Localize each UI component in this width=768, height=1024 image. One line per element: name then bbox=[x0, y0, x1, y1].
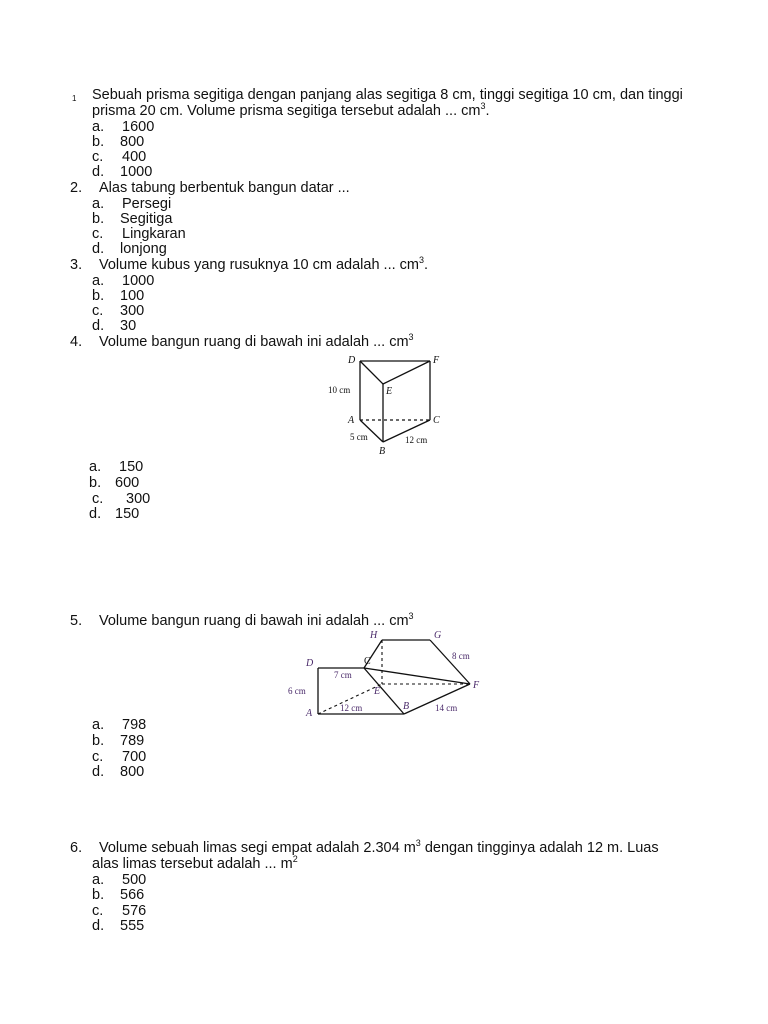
q2-option-c: c. Lingkaran bbox=[92, 226, 186, 242]
q4-option-c: c. 300 bbox=[92, 491, 151, 507]
q5-text: Volume bangun ruang di bawah ini adalah ... $cm^3$ bbox=[99, 611, 414, 629]
q6-option-c: c. 576 bbox=[92, 903, 147, 919]
q4-text: Volume bangun ruang di bawah ini adalah ... $cm^3$ bbox=[99, 332, 414, 350]
label-b: B bbox=[379, 446, 386, 457]
prism5-edge-cb bbox=[364, 668, 404, 714]
label-12cm: 12 cm bbox=[405, 435, 428, 445]
q2-text: Alas tabung berbentuk bangun datar ... bbox=[99, 180, 350, 196]
label5-h: H bbox=[370, 630, 378, 641]
label5-c: C bbox=[364, 656, 371, 667]
q6-option-a: a. 500 bbox=[92, 872, 147, 888]
label5-7cm: 7 cm bbox=[334, 670, 352, 680]
q3-option-a: a. 1000 bbox=[92, 273, 155, 289]
label-e: E bbox=[386, 386, 393, 397]
q4-option-d: d. 150 bbox=[89, 506, 140, 522]
q2-option-d: d. lonjong bbox=[92, 241, 167, 257]
q1-option-d: d. 1000 bbox=[92, 164, 153, 180]
q2-option-a: a. Persegi bbox=[92, 196, 172, 212]
q3-option-b: b. 100 bbox=[92, 288, 145, 304]
label5-d: D bbox=[306, 658, 314, 669]
q3-number: 3. bbox=[70, 257, 83, 273]
q5-option-a: a. 798 bbox=[92, 717, 147, 733]
q1-option-c: c. 400 bbox=[92, 149, 147, 165]
label5-14cm: 14 cm bbox=[435, 703, 458, 713]
prism-edge-ef bbox=[383, 361, 430, 384]
q3-option-c: c. 300 bbox=[92, 303, 145, 319]
q5-option-c: c. 700 bbox=[92, 749, 147, 765]
prism5-edge-gf bbox=[430, 640, 470, 684]
q2-number: 2. bbox=[70, 180, 83, 196]
q4-option-b: b. 600 bbox=[89, 475, 140, 491]
label5-f: F bbox=[473, 680, 480, 691]
q5-option-d: d. 800 bbox=[92, 764, 145, 780]
label-d: D bbox=[348, 355, 356, 366]
label-a: A bbox=[348, 415, 355, 426]
q4-number: 4. bbox=[70, 334, 83, 350]
q6-text-line1: Volume sebuah limas segi empat adalah 2.304 $m^3$ dengan tingginya adalah 12 m. Luas bbox=[99, 838, 659, 856]
q6-number: 6. bbox=[70, 840, 83, 856]
label5-a: A bbox=[306, 708, 313, 719]
trapezoid-prism-figure bbox=[282, 628, 492, 720]
label5-g: G bbox=[434, 630, 442, 641]
q3-text: Volume kubus yang rusuknya 10 cm adalah ... $cm^3$. bbox=[99, 255, 429, 273]
q3-option-d: d. 30 bbox=[92, 318, 137, 334]
label-height-10cm: 10 cm bbox=[328, 385, 351, 395]
label5-8cm: 8 cm bbox=[452, 651, 470, 661]
label-f: F bbox=[433, 355, 440, 366]
q1-option-b: b. 800 bbox=[92, 134, 145, 150]
q1-option-a: a. 1600 bbox=[92, 119, 155, 135]
q1-text-line2: prisma 20 cm. Volume prisma segitiga tersebut adalah ... $cm^3$. bbox=[92, 101, 490, 119]
q6-text-line2: alas limas tersebut adalah ... $m^2$ bbox=[92, 854, 298, 872]
q1-text-line1: Sebuah prisma segitiga dengan panjang alas segitiga 8 cm, tinggi segitiga 10 cm, dan tinggi bbox=[92, 87, 683, 103]
label5-6cm: 6 cm bbox=[288, 686, 306, 696]
triangular-prism-figure bbox=[320, 350, 460, 460]
q5-option-b: b. 789 bbox=[92, 733, 145, 749]
q6-option-d: d. 555 bbox=[92, 918, 145, 934]
label-c: C bbox=[433, 415, 440, 426]
label-5cm: 5 cm bbox=[350, 432, 368, 442]
prism-edge-de bbox=[360, 361, 383, 384]
label5-e: E bbox=[374, 686, 381, 697]
label5-b: B bbox=[403, 701, 410, 712]
label5-12cm: 12 cm bbox=[340, 703, 363, 713]
q1-number: 1 bbox=[72, 94, 77, 103]
q2-option-b: b. Segitiga bbox=[92, 211, 173, 227]
q4-option-a: a. 150 bbox=[89, 459, 144, 475]
q6-option-b: b. 566 bbox=[92, 887, 145, 903]
q5-number: 5. bbox=[70, 613, 83, 629]
prism5-edge-cf bbox=[364, 668, 470, 684]
